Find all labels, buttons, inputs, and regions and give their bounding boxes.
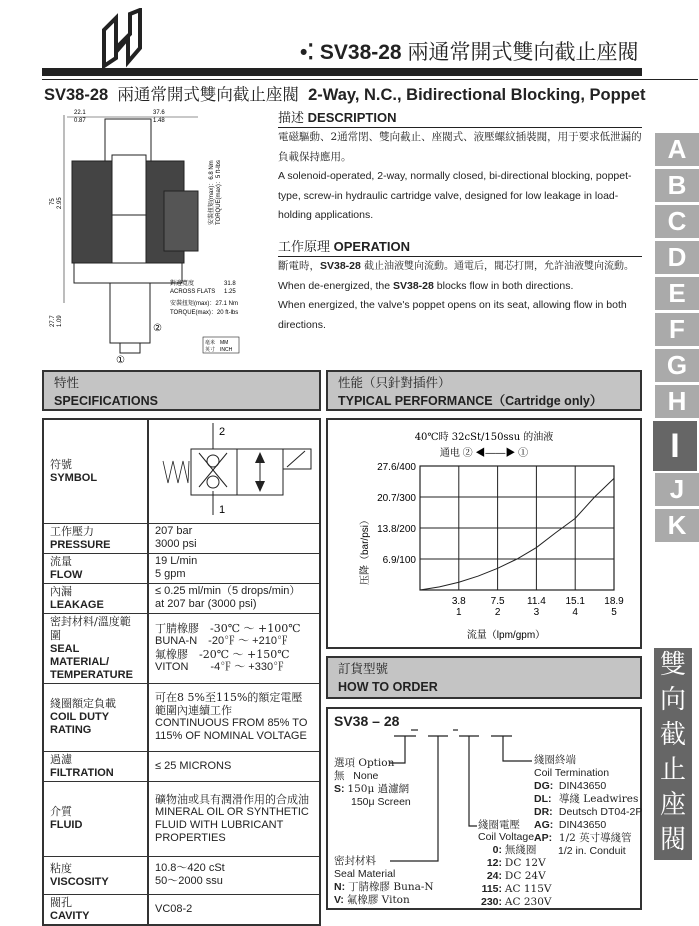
spec-value <box>148 751 320 781</box>
voltage-code: 24: <box>486 870 502 882</box>
heading-cn: 訂貨型號 <box>338 661 389 676</box>
order-code: SV38 – 28 <box>334 713 400 729</box>
table-row <box>43 583 320 613</box>
option-s-en: 150μ Screen <box>351 796 411 808</box>
side-tab-b[interactable]: B <box>655 169 699 202</box>
subtitle-model: SV38-28 <box>44 86 109 104</box>
spec-label-cn: 密封材料/溫度範圍 <box>50 614 131 642</box>
side-tab-a[interactable]: A <box>655 133 699 166</box>
seal-v-line <box>334 894 410 907</box>
termination-option <box>534 819 642 832</box>
label-cn: 符號 <box>50 457 72 471</box>
unit-in-cn: 英寸 <box>205 347 216 353</box>
x-tick-label-lpm: 7.5 <box>490 596 505 607</box>
spec-label-en: LEAKAGE <box>50 598 104 611</box>
voltage-option <box>478 844 552 857</box>
spec-value-line: 5 gpm <box>155 568 186 580</box>
spec-label-cn: 介質 <box>50 805 72 818</box>
termination-option <box>534 832 642 845</box>
coil-torque-en: TORQUE(max)：5 ft-lbs <box>216 160 222 225</box>
spec-label-cn: 內漏 <box>50 584 72 598</box>
op-en1-model: SV38-28 <box>393 279 434 292</box>
pressure-drop-curve <box>420 478 614 590</box>
subtitle <box>44 81 645 105</box>
spec-value-line: ≤ 25 MICRONS <box>155 759 232 772</box>
dots-icon: •⁚ <box>300 41 320 64</box>
operation-text <box>278 257 648 335</box>
termination-label: DIN43650 <box>558 819 607 831</box>
option-s-code: S: <box>334 783 345 795</box>
voltage-cn: 綫圈電壓 <box>478 819 520 831</box>
spec-value-line: 19 L/min <box>155 555 198 567</box>
performance-header <box>326 370 642 411</box>
coil-torque-cn: 安裝扭矩(max)：6.8 Nm <box>209 160 215 225</box>
spec-value-line: MINERAL OIL OR SYNTHETIC FLUID WITH LUBRICANT PROPERTIES <box>155 805 309 844</box>
x-tick-label-lpm: 18.9 <box>604 596 624 607</box>
op-en2: When energized, the valve's poppet opens on its seat, allowing flow in both directions. <box>278 299 627 331</box>
seal-n-line <box>334 881 434 894</box>
x-axis-label: 流量（lpm/gpm） <box>466 630 546 641</box>
side-label-char: 截 <box>659 720 686 750</box>
spec-value <box>148 523 320 553</box>
dim-height: 75 <box>50 198 56 205</box>
voltage-code: 230: <box>480 896 502 908</box>
order-header <box>326 656 642 699</box>
flats-in: 1.25 <box>224 289 236 295</box>
y-tick-label: 6.9/100 <box>382 555 416 566</box>
termination-ap-en: 1/2 in. Conduit <box>558 845 626 857</box>
spec-label-en: FLUID <box>50 819 83 831</box>
spec-label <box>43 583 148 613</box>
side-tab-f[interactable]: F <box>655 313 699 346</box>
spec-value-line: 氟橡膠 -20℃ ～ +150℃ <box>155 648 290 661</box>
chart-title: 40℃時 32cSt/150ssu 的油液 <box>414 432 554 443</box>
spec-label-en: VISCOSITY <box>50 875 109 888</box>
spec-value-line: BUNA-N -20℉ ～ +210℉ <box>155 635 288 647</box>
spec-value-line: 10.8～420 cSt <box>155 862 225 874</box>
option-none-line <box>334 770 378 783</box>
spec-label-en: COIL DUTY RATING <box>50 711 109 736</box>
port-1-label: ① <box>116 355 125 366</box>
symbol-label <box>43 419 148 523</box>
heading-cn: 描述 <box>278 111 305 126</box>
voltage-code: 0: <box>492 844 502 856</box>
seal-n: 丁腈橡膠 Buna-N <box>348 881 434 893</box>
heading-en: HOW TO ORDER <box>338 680 438 694</box>
termination-option <box>534 793 642 806</box>
x-tick-label-gpm: 4 <box>572 607 578 618</box>
termination-list <box>534 780 642 845</box>
voltage-label: DC 24V <box>504 870 546 882</box>
seal-en: Seal Material <box>334 868 396 880</box>
op-en1-pre: When de-energized, the <box>278 279 393 292</box>
option-none-cn: 無 <box>334 770 345 782</box>
side-label-char: 止 <box>659 755 686 785</box>
x-tick-label-lpm: 15.1 <box>565 596 585 607</box>
subtitle-cn: 兩通常開式雙向截止座閥 <box>117 85 299 104</box>
dim-top-right-in: 1.48 <box>153 118 165 124</box>
spec-label-cn: 綫圈額定負載 <box>50 697 116 710</box>
subtitle-en: 2-Way, N.C., Bidirectional Blocking, Poppet <box>308 86 646 104</box>
spec-value <box>148 613 320 683</box>
termination-cn: 綫圈終端 <box>534 754 576 766</box>
heading-en: SPECIFICATIONS <box>54 394 158 408</box>
spec-value <box>148 856 320 894</box>
termination-label: 導綫 Leadwires <box>558 793 639 805</box>
x-tick-label-gpm: 3 <box>533 607 540 618</box>
spec-label-en: PRESSURE <box>50 538 111 551</box>
spec-value-line: ≤ 0.25 ml/min（5 drops/min） <box>155 585 301 597</box>
specifications-table <box>42 418 321 926</box>
spec-value-line: 可在8 5%至115%的額定電壓範圍內連續工作 <box>155 691 303 717</box>
side-label-char: 閥 <box>659 825 686 855</box>
side-category-label <box>654 648 692 860</box>
description-en: A solenoid-operated, 2-way, normally closed, bi-directional blocking, poppet-type, screw-in hydraulic cartridge valve, designed for low leakage in load-holding applications. <box>278 170 632 221</box>
termination-code: AG: <box>534 819 554 831</box>
side-tab-i[interactable]: I <box>653 421 697 471</box>
header-rule <box>42 79 698 80</box>
heading-cn: 性能（只針對插件） <box>338 375 451 390</box>
spec-label <box>43 856 148 894</box>
termination-code: DG: <box>534 780 554 792</box>
voltage-list <box>478 844 552 909</box>
table-row <box>43 894 320 925</box>
spec-value-line: VITON -4℉ ～ +330℉ <box>155 661 285 673</box>
termination-option <box>534 780 642 793</box>
heading-en: TYPICAL PERFORMANCE（Cartridge only） <box>338 394 603 408</box>
description-section <box>278 107 648 226</box>
spec-label <box>43 613 148 683</box>
spec-value-line: CONTINUOUS FROM 85% TO 115% OF NOMINAL VOLTAGE <box>155 717 308 742</box>
order-code-box <box>326 707 642 910</box>
flats-cn: 對邊寬度 <box>170 281 195 287</box>
spec-value-line: VC08-2 <box>155 902 193 915</box>
spec-value-line: 50～2000 ssu <box>155 875 223 887</box>
voltage-label: AC 115V <box>504 883 552 895</box>
flats-en: ACROSS FLATS <box>170 289 216 295</box>
table-row <box>43 523 320 553</box>
side-tab-j[interactable]: J <box>655 473 699 506</box>
company-logo <box>100 8 152 68</box>
header-bar <box>42 68 642 76</box>
spec-label <box>43 894 148 925</box>
side-tab-h[interactable]: H <box>655 385 699 418</box>
spec-label-cn: 閥孔 <box>50 895 72 909</box>
spec-label-en: CAVITY <box>50 909 90 922</box>
termination-code: AP: <box>534 832 553 844</box>
description-heading <box>278 107 642 128</box>
spec-label-cn: 工作壓力 <box>50 524 94 538</box>
side-tab-c[interactable]: C <box>655 205 699 238</box>
spec-label <box>43 523 148 553</box>
op-cn-model: SV38-28 <box>320 260 361 272</box>
specifications-header <box>42 370 321 411</box>
title-model: SV38-28 <box>319 41 402 64</box>
y-axis-label: 压降（bar/psi） <box>360 514 371 586</box>
x-tick-label-lpm: 3.8 <box>451 596 466 607</box>
unit-in: INCH <box>220 347 233 353</box>
table-row <box>43 613 320 683</box>
torque-en: TORQUE(max)：20 ft-lbs <box>170 310 239 316</box>
y-tick-label: 20.7/300 <box>377 493 416 504</box>
symbol-cell <box>148 419 320 523</box>
side-label-char: 雙 <box>659 650 686 680</box>
spec-value <box>148 781 320 856</box>
spec-value-line: 丁腈橡膠 -30℃ ～ +100℃ <box>155 622 301 635</box>
table-row <box>43 856 320 894</box>
voltage-code: 12: <box>486 857 502 869</box>
side-tab-k[interactable]: K <box>655 509 699 542</box>
dim-lower-in: 1.09 <box>57 315 63 327</box>
port-top: 2 <box>219 426 226 439</box>
spec-label-cn: 流量 <box>50 554 72 568</box>
hydraulic-symbol <box>155 421 313 517</box>
option-none: None <box>353 770 379 782</box>
termination-option <box>534 806 642 819</box>
spec-value-line: 207 bar <box>155 525 193 537</box>
spec-value <box>148 683 320 751</box>
spec-label-cn: 過濾 <box>50 752 72 766</box>
heading-cn: 特性 <box>54 375 80 390</box>
spec-value-line: 3000 psi <box>155 538 197 550</box>
description-text <box>278 128 648 226</box>
option-s-line <box>334 783 409 796</box>
termination-en: Coil Termination <box>534 767 610 779</box>
y-tick-label: 13.8/200 <box>377 524 416 535</box>
dim-top-right: 37.6 <box>153 110 165 116</box>
termination-label: Deutsch DT04-2P <box>558 806 643 818</box>
table-row-symbol <box>43 419 320 523</box>
spec-label <box>43 683 148 751</box>
description-cn: 電磁驅動、2通常閉、雙向截止、座閥式、液壓螺紋插裝閥，用于要求低泄漏的負載保持應用。 <box>278 131 642 163</box>
unit-mm-cn: 毫米 <box>205 340 216 346</box>
port-2-label: ② <box>153 323 162 334</box>
voltage-option <box>478 870 552 883</box>
x-tick-label-gpm: 1 <box>456 607 462 618</box>
voltage-label: 無綫圈 <box>504 844 537 856</box>
dim-lower: 27.7 <box>50 315 56 327</box>
op-cn-pre: 斷電時， <box>278 260 320 272</box>
voltage-label: DC 12V <box>504 857 546 869</box>
side-label-char: 向 <box>659 685 686 715</box>
dim-top-left: 22.1 <box>74 110 86 116</box>
spec-value-line: at 207 bar (3000 psi) <box>155 598 257 610</box>
flats-mm: 31.8 <box>224 281 236 287</box>
performance-chart <box>326 418 642 649</box>
x-tick-label-gpm: 2 <box>494 607 501 618</box>
voltage-option <box>478 896 552 909</box>
seal-n-code: N: <box>334 881 346 893</box>
page-title <box>300 36 638 66</box>
op-cn-post: 截止油液雙向流動。通電后，閥芯打開，允許油液雙向流動。 <box>360 261 635 272</box>
spec-label-en: SEAL MATERIAL/ TEMPERATURE <box>50 642 133 681</box>
option-title: 選項 Option <box>334 757 395 769</box>
unit-mm: MM <box>220 340 229 346</box>
valve-cross-section-drawing <box>48 105 278 367</box>
x-tick-label-gpm: 5 <box>611 607 617 618</box>
torque-cn: 安裝扭矩(max)：27.1 Nm <box>170 301 239 307</box>
operation-section <box>278 236 648 335</box>
spec-value <box>148 894 320 925</box>
side-tab-d[interactable]: D <box>655 241 699 274</box>
voltage-option <box>478 883 552 896</box>
table-row <box>43 553 320 583</box>
heading-en: OPERATION <box>333 239 410 254</box>
x-tick-label-lpm: 11.4 <box>527 596 546 607</box>
spec-label-en: FLOW <box>50 568 83 581</box>
spec-label-en: FILTRATION <box>50 766 114 779</box>
spec-label <box>43 553 148 583</box>
dim-top-left-in: 0.87 <box>74 118 86 124</box>
termination-code: DL: <box>534 793 552 805</box>
heading-en: DESCRIPTION <box>307 110 397 125</box>
op-en1-post: blocks flow in both directions. <box>433 279 574 292</box>
side-tab-e[interactable]: E <box>655 277 699 310</box>
y-tick-label: 27.6/400 <box>377 462 416 473</box>
seal-cn: 密封材料 <box>334 855 376 867</box>
chart-subtitle: 通电 ② ◀——▶ ① <box>439 448 529 459</box>
spec-label <box>43 751 148 781</box>
spec-value-line: 礦物油或具有潤滑作用的合成油 <box>155 792 309 806</box>
voltage-label: AC 230V <box>504 896 552 908</box>
port-bottom: 1 <box>219 504 226 517</box>
table-row <box>43 683 320 751</box>
spec-label-cn: 粘度 <box>50 861 72 875</box>
voltage-code: 115: <box>481 883 502 895</box>
termination-label: 1/2 英寸導綫管 <box>558 832 632 844</box>
voltage-en: Coil Voltage <box>478 831 535 843</box>
seal-v-code: V: <box>334 894 344 906</box>
termination-code: DR: <box>534 806 553 818</box>
seal-v: 氟橡膠 Viton <box>346 894 410 906</box>
operation-heading <box>278 236 642 257</box>
dim-height-in: 2.95 <box>57 197 63 209</box>
side-label-char: 座 <box>659 790 686 820</box>
spec-value <box>148 583 320 613</box>
table-row <box>43 751 320 781</box>
table-row <box>43 781 320 856</box>
spec-label <box>43 781 148 856</box>
termination-label: DIN43650 <box>558 780 607 792</box>
label-en: SYMBOL <box>50 471 98 484</box>
side-tab-g[interactable]: G <box>655 349 699 382</box>
spec-value <box>148 553 320 583</box>
heading-cn: 工作原理 <box>278 240 331 255</box>
title-cn: 兩通常開式雙向截止座閥 <box>407 40 639 64</box>
chart-svg <box>328 420 640 647</box>
option-s-cn: 150μ 過濾網 <box>347 783 410 795</box>
voltage-option <box>478 857 552 870</box>
